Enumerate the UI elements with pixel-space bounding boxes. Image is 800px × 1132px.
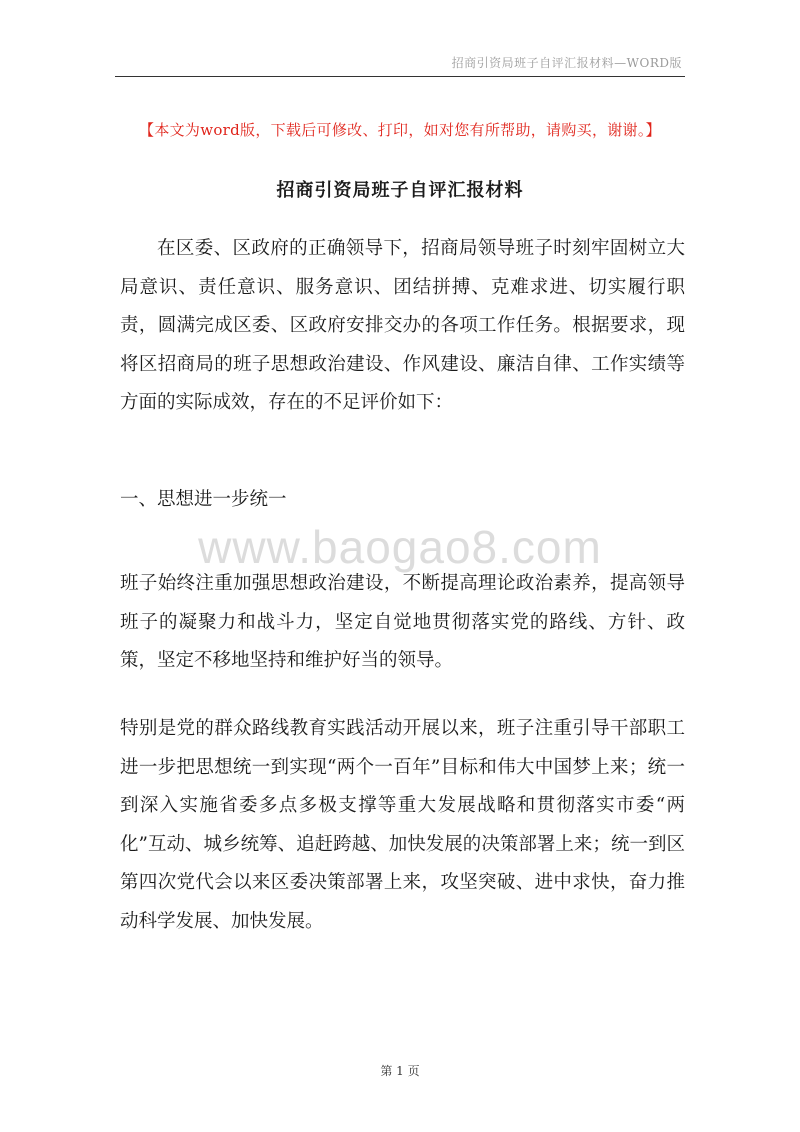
header-divider bbox=[115, 76, 685, 77]
site-watermark: www.baogao8.com bbox=[198, 521, 602, 573]
intro-paragraph: 在区委、区政府的正确领导下，招商局领导班子时刻牢固树立大局意识、责任意识、服务意识、团结拼搏、克难求进、切实履行职责，圆满完成区委、区政府安排交办的各项工作任务。根据要求，现将区招商局的班子思想政治建设、作风建设、廉洁自律、工作实绩等方面的实际成效，存在的不足评价如下： bbox=[120, 238, 685, 413]
running-header-title: 招商引资局班子自评汇报材料—WORD版 bbox=[451, 56, 682, 70]
download-notice: 【本文为word版，下载后可修改、打印，如对您有所帮助，请购买，谢谢。】 bbox=[139, 121, 661, 139]
body-paragraph-3: 特别是党的群众路线教育实践活动开展以来，班子注重引导干部职工进一步把思想统一到实现“两个一百年”目标和伟大中国梦上来；统一到深入实施省委多点多极支撑等重大发展战略和贯彻落实市委“两化”互动、城乡统筹、追赶跨越、加快发展的决策部署上来；统一到区第四次党代会以来区委决策部署上来，攻坚突破、进中求快，奋力推动科学发展、加快发展。 bbox=[120, 718, 685, 932]
document-title: 招商引资局班子自评汇报材料 bbox=[276, 180, 524, 201]
section-heading-1: 一、思想进一步统一 bbox=[120, 489, 287, 510]
body-paragraph-2: 班子始终注重加强思想政治建设，不断提高理论政治素养，提高领导班子的凝聚力和战斗力，坚定自觉地贯彻落实党的路线、方针、政策，坚定不移地坚持和维护好当的领导。 bbox=[120, 573, 685, 671]
page-number: 第 1 页 bbox=[380, 1064, 420, 1078]
